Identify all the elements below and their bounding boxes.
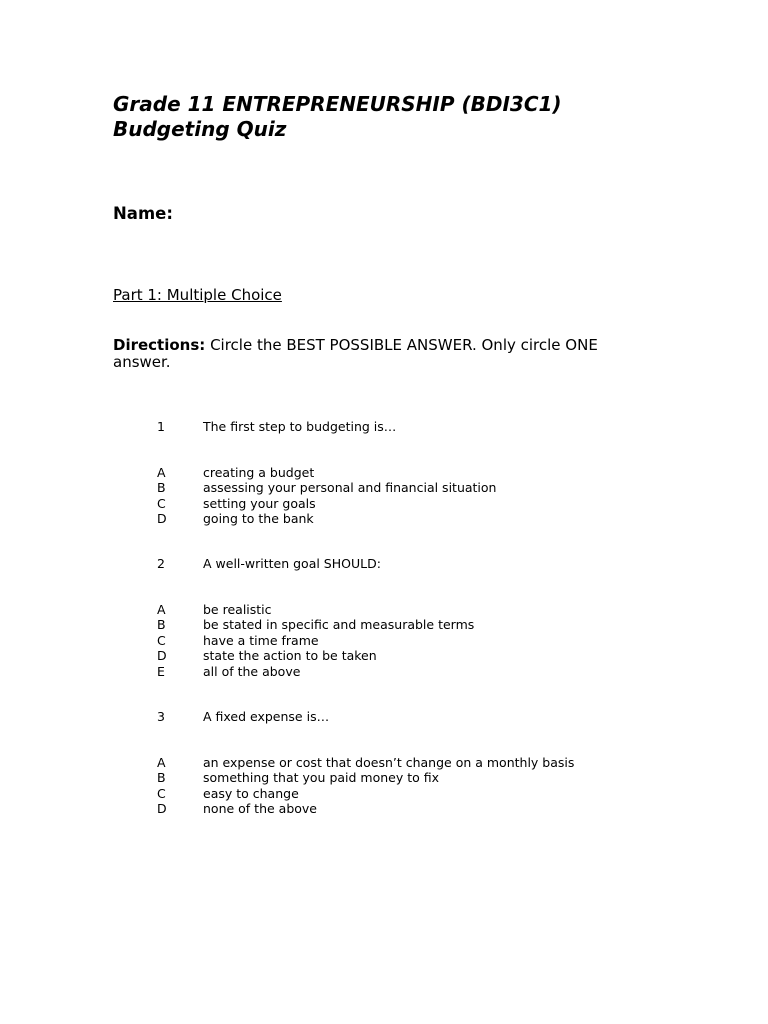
answer-option[interactable] [157, 496, 627, 512]
answer-option[interactable] [157, 602, 627, 618]
title-line-quiz: Budgeting Quiz [113, 117, 287, 141]
question-1 [157, 419, 627, 527]
question-number: 3 [157, 709, 165, 724]
option-letter: B [157, 770, 166, 785]
option-text: all of the above [203, 663, 301, 679]
option-text: none of the above [203, 801, 317, 816]
title-line-course: Grade 11 ENTREPRENEURSHIP (BDI3C1) [113, 92, 562, 116]
question-stem [157, 709, 627, 725]
question-number: 1 [157, 419, 165, 434]
answer-option[interactable] [157, 648, 627, 664]
option-letter: B [157, 480, 166, 495]
question-stem [157, 556, 627, 572]
answer-option[interactable] [157, 511, 627, 527]
answer-option[interactable] [157, 480, 627, 496]
option-letter: D [157, 511, 167, 526]
option-text: creating a budget [203, 464, 315, 480]
option-letter: D [157, 801, 167, 816]
part1-heading: Part 1: Multiple Choice [113, 286, 282, 304]
option-letter: C [157, 495, 166, 511]
question-text: A fixed expense is… [203, 709, 330, 724]
question-text: The first step to budgeting is… [203, 419, 397, 434]
option-text: an expense or cost that doesn’t change on a monthly basis [203, 754, 575, 770]
answer-option[interactable] [157, 633, 627, 649]
directions-label: Directions: [113, 336, 206, 354]
option-letter: E [157, 663, 165, 679]
answer-option[interactable] [157, 801, 627, 817]
option-letter: B [157, 617, 166, 632]
answer-option[interactable] [157, 755, 627, 771]
question-2 [157, 556, 627, 679]
directions-text: Circle the BEST POSSIBLE ANSWER. Only circle ONE answer. [113, 336, 598, 371]
answer-option[interactable] [157, 770, 627, 786]
option-letter: C [157, 632, 166, 648]
option-text: something that you paid money to fix [203, 770, 440, 785]
answer-option[interactable] [157, 465, 627, 481]
option-text: be stated in specific and measurable terms [203, 617, 475, 632]
answer-option[interactable] [157, 617, 627, 633]
question-3 [157, 709, 627, 817]
option-text: have a time frame [203, 632, 319, 648]
answer-option[interactable] [157, 664, 627, 680]
question-text: A well-written goal SHOULD: [203, 556, 381, 571]
directions [113, 337, 633, 371]
answer-option[interactable] [157, 786, 627, 802]
option-letter: D [157, 648, 167, 663]
option-text: easy to change [203, 785, 299, 801]
name-label: Name: [113, 204, 173, 223]
option-text: assessing your personal and financial situation [203, 480, 497, 495]
option-letter: C [157, 785, 166, 801]
option-text: state the action to be taken [203, 648, 377, 663]
option-letter: A [157, 464, 166, 480]
option-letter: A [157, 754, 166, 770]
option-text: setting your goals [203, 495, 316, 511]
option-text: be realistic [203, 601, 272, 617]
option-letter: A [157, 601, 166, 617]
document-title [113, 92, 562, 142]
option-text: going to the bank [203, 511, 314, 526]
question-stem [157, 419, 627, 435]
question-number: 2 [157, 556, 165, 571]
